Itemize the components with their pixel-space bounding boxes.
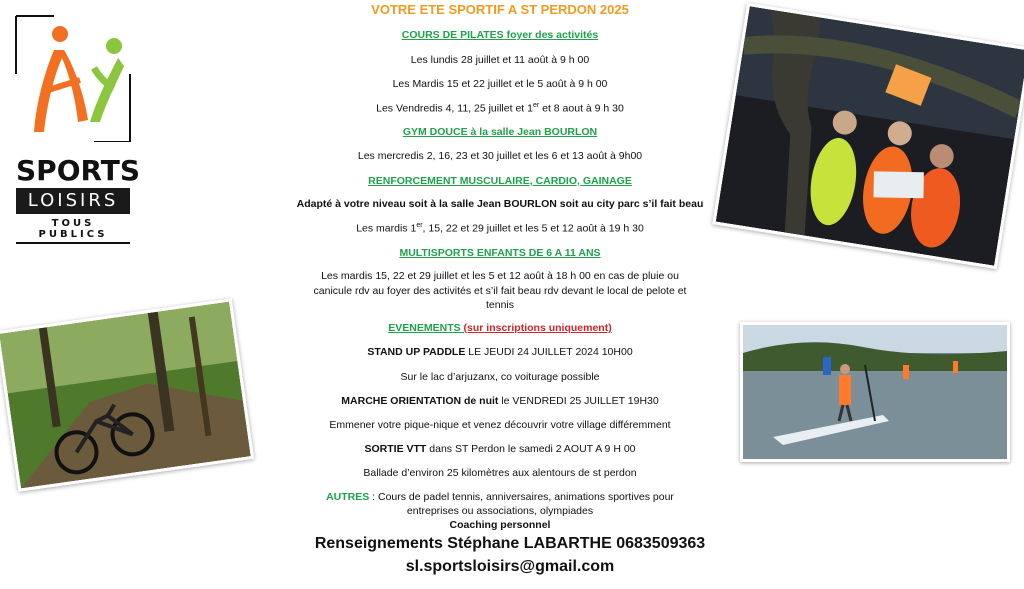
renfo-line-2: Les mardis 1er, 15, 22 et 29 juillet et les 5 et 12 août à 19 h 30 (356, 222, 644, 235)
multi-heading: MULTISPORTS ENFANTS DE 6 A 11 ANS (399, 247, 601, 259)
contact-email[interactable]: sl.sportsloisirs@gmail.com (405, 558, 615, 575)
events-heading: EVENEMENTS (sur inscriptions uniquement) (388, 322, 612, 334)
coaching-line: Coaching personnel (449, 519, 551, 531)
event-paddle-desc: Sur le lac d’arjuzanx, co voiturage possible (400, 371, 600, 383)
event-vtt-desc: Ballade d’environ 25 kilomètres aux alentours de st perdon (363, 467, 637, 479)
logo-tous-publics: TOUS PUBLICS (16, 218, 130, 244)
logo-graphic (14, 14, 132, 142)
pilates-line-3: Les Vendredis 4, 11, 25 juillet et 1er et 8 aout à 9 h 30 (376, 102, 624, 115)
logo-loisirs: LOISIRS (16, 188, 130, 214)
multi-line-2: canicule rdv au foyer des activités et s’il fait beau rdv devant le local de pelote et (313, 285, 687, 297)
event-vtt: SORTIE VTT dans ST Perdon le samedi 2 AOUT A 9 H 00 (364, 443, 636, 455)
gym-line-1: Les mercredis 2, 16, 23 et 30 juillet et les 6 et 13 août à 9h00 (357, 150, 643, 162)
autres-line-1: AUTRES : Cours de padel tennis, anniversaires, animations sportives pour (326, 491, 674, 503)
autres-line-2: entreprises ou associations, olympiades (406, 505, 594, 517)
contact-line: Renseignements Stéphane LABARTHE 0683509363 (314, 535, 706, 552)
renfo-heading: RENFORCEMENT MUSCULAIRE, CARDIO, GAINAGE (368, 175, 632, 187)
page-title: VOTRE ETE SPORTIF A ST PERDON 2025 (371, 2, 629, 17)
multi-line-1: Les mardis 15, 22 et 29 juillet et les 5 et 12 août à 18 h 00 en cas de pluie ou (321, 270, 679, 282)
photo-stand-up-paddle (740, 322, 1010, 462)
renfo-line-1: Adapté à votre niveau soit à la salle Jean BOURLON soit au city parc s’il fait beau (296, 198, 704, 210)
pilates-line-2: Les Mardis 15 et 22 juillet et le 5 août à 9 h 00 (392, 78, 608, 90)
pilates-line-1: Les lundis 28 juillet et 11 août à 9 h 00 (410, 54, 590, 66)
photo-mountain-bike (0, 298, 254, 492)
gym-heading: GYM DOUCE à la salle Jean BOURLON (402, 126, 598, 138)
logo-figure (14, 14, 132, 142)
pilates-heading: COURS DE PILATES foyer des activités (401, 29, 599, 41)
event-orientation: MARCHE ORIENTATION de nuit le VENDREDI 25 JUILLET 19H30 (341, 395, 659, 407)
photo-night-orienteering (712, 3, 1024, 269)
multi-line-3: tennis (485, 299, 515, 311)
event-paddle: STAND UP PADDLE LE JEUDI 24 JUILLET 2024 10H00 (367, 346, 633, 358)
event-orientation-desc: Emmener votre pique-nique et venez découvrir votre village différemment (329, 419, 671, 431)
logo-sports: SPORTS (16, 154, 141, 187)
